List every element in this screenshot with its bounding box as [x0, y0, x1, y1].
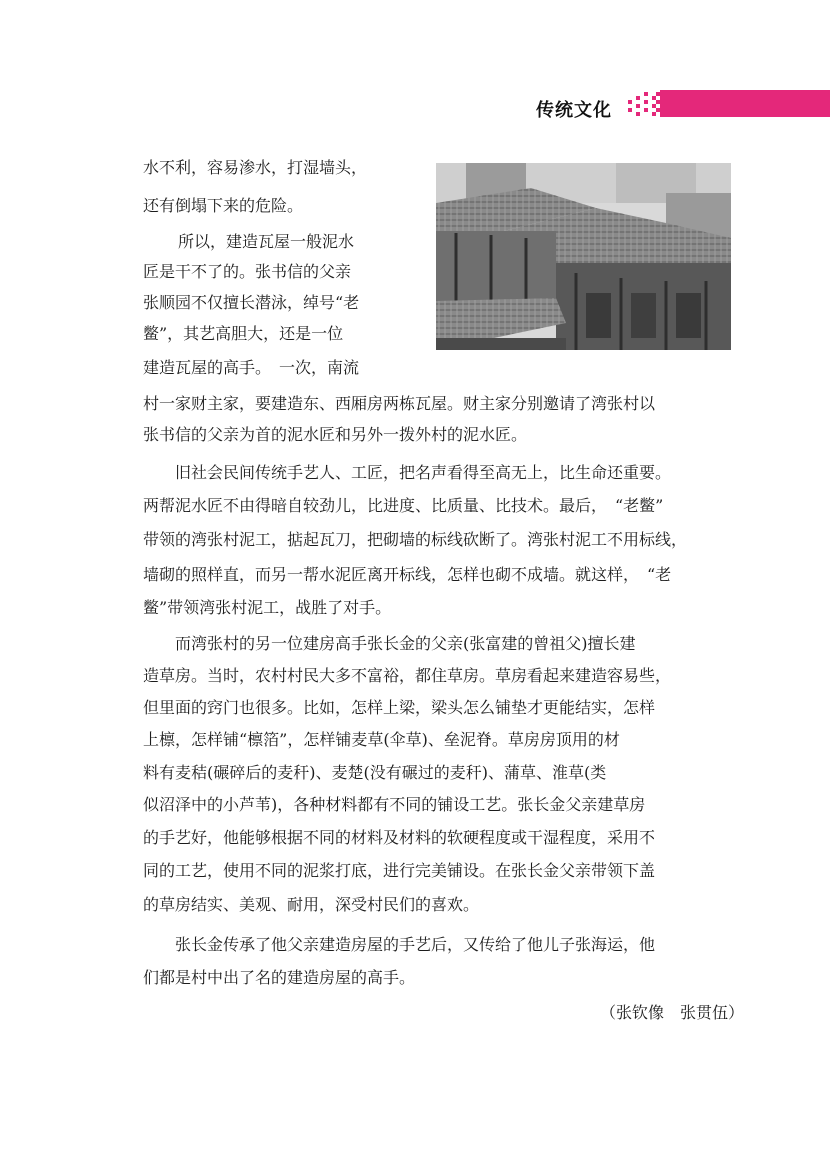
article-line: 水不利，容易渗水，打湿墙头， [143, 158, 368, 177]
article-line: 建造瓦屋的高手。 一次，南流 [143, 358, 360, 377]
article-line: 但里面的窍门也很多。比如，怎样上梁，梁头怎么铺垫才更能结实，怎样 [143, 698, 656, 717]
article-line: 旧社会民间传统手艺人、工匠，把名声看得至高无上，比生命还重要。 [175, 463, 672, 482]
article-line: 料有麦秸(碾碎后的麦秆)、麦楚(没有碾过的麦秆)、蒲草、淮草(类 [143, 763, 607, 782]
article-line: 还有倒塌下来的危险。 [143, 196, 304, 215]
article-line: 上檩，怎样铺“檩箔”，怎样铺麦草(伞草)、垒泥脊。草房房顶用的材 [143, 730, 620, 749]
article-line: 似沼泽中的小芦苇)，各种材料都有不同的铺设工艺。张长金父亲建草房 [143, 795, 646, 814]
article-line: 张书信的父亲为首的泥水匠和另外一拨外村的泥水匠。 [143, 425, 528, 444]
article-line: 所以，建造瓦屋一般泥水 [178, 232, 355, 251]
article-line: 匠是干不了的。张书信的父亲 [143, 262, 352, 281]
article-line: 两帮泥水匠不由得暗自较劲儿，比进度、比质量、比技术。最后， “老鳖” [143, 496, 664, 515]
article-line: 张顺园不仅擅长潜泳，绰号“老 [143, 293, 360, 312]
article-line: 鳖”，其艺高胆大，还是一位 [143, 324, 344, 343]
article-line: 鳖”带领湾张村泥工，战胜了对手。 [143, 598, 392, 617]
article-line: 们都是村中出了名的建造房屋的高手。 [143, 968, 416, 987]
article-line: 的草房结实、美观、耐用，深受村民们的喜欢。 [143, 895, 480, 914]
article-line: 的手艺好，他能够根据不同的材料及材料的软硬程度或干湿程度，采用不 [143, 828, 656, 847]
author-signature: （张钦像 张贯伍） [600, 1003, 745, 1022]
article-line: 同的工艺，使用不同的泥浆打底，进行完美铺设。在张长金父亲带领下盖 [143, 861, 656, 880]
article-line: 墙砌的照样直，而另一帮水泥匠离开标线，怎样也砌不成墙。就这样， “老 [143, 565, 672, 584]
article-line: 而湾张村的另一位建房高手张长金的父亲(张富建的曾祖父)擅长建 [175, 634, 636, 653]
article-line: 带领的湾张村泥工，掂起瓦刀，把砌墙的标线砍断了。湾张村泥工不用标线， [143, 530, 688, 549]
section-title: 传统文化 [536, 100, 612, 121]
article-line: 张长金传承了他父亲建造房屋的手艺后，又传给了他儿子张海运，他 [175, 935, 656, 954]
article-line: 造草房。当时，农村村民大多不富裕，都住草房。草房看起来建造容易些， [143, 666, 672, 685]
article-line: 村一家财主家，要建造东、西厢房两栋瓦屋。财主家分别邀请了湾张村以 [143, 394, 656, 413]
